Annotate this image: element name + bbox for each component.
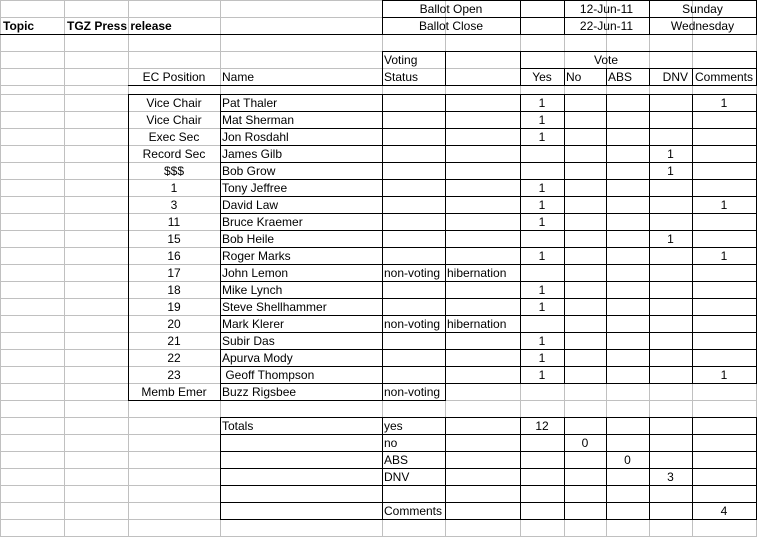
status-cell[interactable]: non-voting <box>384 317 441 331</box>
status-cell[interactable] <box>382 214 445 231</box>
totals-no-label: no <box>384 436 398 450</box>
no-cell[interactable] <box>564 248 606 265</box>
no-cell[interactable] <box>564 299 606 316</box>
totals-comments-label: Comments <box>384 504 443 518</box>
name-cell[interactable]: Geoff Thompson <box>222 368 315 382</box>
comments-cell[interactable] <box>692 282 756 299</box>
name-cell[interactable]: Subir Das <box>222 334 275 348</box>
name-cell[interactable]: Jon Rosdahl <box>222 130 289 144</box>
ec-position-cell[interactable]: Memb Emer <box>141 385 207 399</box>
voting-header: Voting <box>384 53 418 67</box>
totals-dnv-label: DNV <box>384 470 410 484</box>
comments-cell[interactable] <box>692 384 756 401</box>
name-cell[interactable]: John Lemon <box>222 266 289 280</box>
status-note-cell[interactable] <box>445 95 520 112</box>
ballot-close-day: Wednesday <box>670 19 735 33</box>
status-note-cell[interactable] <box>445 248 520 265</box>
status-note-cell[interactable] <box>445 367 520 384</box>
name-cell[interactable]: Mat Sherman <box>222 113 295 127</box>
ec-position-cell[interactable]: 19 <box>167 300 181 314</box>
no-cell[interactable] <box>564 112 606 129</box>
ballot-open-date: 12-Jun-11 <box>579 2 634 16</box>
yes-cell[interactable]: 1 <box>538 181 546 195</box>
yes-cell[interactable]: 1 <box>538 249 546 263</box>
no-cell[interactable] <box>564 197 606 214</box>
no-cell[interactable] <box>564 384 606 401</box>
abs-cell[interactable] <box>606 163 649 180</box>
dnv-cell[interactable] <box>649 265 692 282</box>
ballot-open-label: Ballot Open <box>419 2 483 16</box>
abs-cell[interactable] <box>606 248 649 265</box>
no-cell[interactable] <box>564 350 606 367</box>
comments-header: Comments <box>694 70 753 84</box>
abs-cell[interactable] <box>606 282 649 299</box>
abs-cell[interactable] <box>606 146 649 163</box>
no-cell[interactable] <box>564 333 606 350</box>
yes-cell[interactable] <box>520 265 564 282</box>
name-cell[interactable]: David Law <box>222 198 279 212</box>
topic-label: Topic <box>3 19 35 33</box>
yes-cell[interactable]: 1 <box>538 283 546 297</box>
abs-cell[interactable] <box>606 265 649 282</box>
ec-position-cell[interactable]: Record Sec <box>142 147 206 161</box>
comments-cell[interactable] <box>692 180 756 197</box>
no-cell[interactable] <box>564 129 606 146</box>
status-note-cell[interactable] <box>445 282 520 299</box>
yes-cell[interactable] <box>520 384 564 401</box>
abs-cell[interactable] <box>606 197 649 214</box>
yes-cell[interactable] <box>520 316 564 333</box>
status-cell[interactable] <box>382 163 445 180</box>
name-cell[interactable]: Apurva Mody <box>222 351 293 365</box>
name-cell[interactable]: Tony Jeffree <box>222 181 288 195</box>
abs-cell[interactable] <box>606 214 649 231</box>
ballot-open-day: Sunday <box>682 2 723 16</box>
no-cell[interactable] <box>564 367 606 384</box>
yes-cell[interactable]: 1 <box>538 215 546 229</box>
status-cell[interactable]: non-voting <box>384 385 441 399</box>
abs-cell[interactable] <box>606 129 649 146</box>
status-cell[interactable] <box>382 129 445 146</box>
status-note-cell[interactable]: hibernation <box>447 317 507 331</box>
ec-position-cell[interactable]: 15 <box>167 232 181 246</box>
status-note-cell[interactable] <box>445 146 520 163</box>
name-cell[interactable]: Bob Heile <box>222 232 275 246</box>
abs-cell[interactable] <box>606 350 649 367</box>
no-cell[interactable] <box>564 214 606 231</box>
vote-header: Vote <box>593 53 619 67</box>
ec-position-cell[interactable]: 17 <box>167 266 181 280</box>
status-note-cell[interactable] <box>445 112 520 129</box>
ec-position-cell[interactable]: 21 <box>167 334 181 348</box>
comments-cell[interactable]: 1 <box>720 198 728 212</box>
abs-cell[interactable] <box>606 231 649 248</box>
status-note-cell[interactable] <box>445 214 520 231</box>
abs-cell[interactable] <box>606 180 649 197</box>
comments-cell[interactable]: 1 <box>720 368 728 382</box>
dnv-cell[interactable] <box>649 129 692 146</box>
dnv-cell[interactable] <box>649 95 692 112</box>
ballot-close-label: Ballot Close <box>418 19 484 33</box>
name-header: Name <box>222 70 255 84</box>
yes-cell[interactable]: 1 <box>538 198 546 212</box>
abs-cell[interactable] <box>606 384 649 401</box>
ec-position-cell[interactable]: $$$ <box>163 164 185 178</box>
ec-position-header: EC Position <box>142 70 206 84</box>
dnv-cell[interactable]: 1 <box>667 164 674 178</box>
no-cell[interactable] <box>564 180 606 197</box>
no-cell[interactable] <box>564 163 606 180</box>
status-header: Status <box>384 70 419 84</box>
status-note-cell[interactable] <box>445 299 520 316</box>
ec-position-cell[interactable]: Vice Chair <box>146 96 202 110</box>
no-cell[interactable] <box>564 282 606 299</box>
dnv-cell[interactable] <box>649 282 692 299</box>
yes-cell[interactable] <box>520 163 564 180</box>
status-note-cell[interactable] <box>445 197 520 214</box>
dnv-cell[interactable] <box>649 214 692 231</box>
comments-cell[interactable]: 1 <box>720 96 728 110</box>
dnv-cell[interactable] <box>649 197 692 214</box>
totals-label: Totals <box>222 419 254 433</box>
no-cell[interactable] <box>564 231 606 248</box>
no-cell[interactable] <box>564 316 606 333</box>
comments-cell[interactable] <box>692 265 756 282</box>
status-cell[interactable] <box>382 333 445 350</box>
yes-cell[interactable]: 1 <box>538 334 546 348</box>
status-note-cell[interactable] <box>445 231 520 248</box>
status-cell[interactable]: non-voting <box>384 266 441 280</box>
no-cell[interactable] <box>564 265 606 282</box>
abs-cell[interactable] <box>606 299 649 316</box>
status-cell[interactable] <box>382 146 445 163</box>
name-cell[interactable]: Mike Lynch <box>222 283 283 297</box>
totals-yes-value: 12 <box>535 419 549 433</box>
status-cell[interactable] <box>382 231 445 248</box>
name-cell[interactable]: Bob Grow <box>222 164 276 178</box>
yes-cell[interactable]: 1 <box>538 113 546 127</box>
status-cell[interactable] <box>382 299 445 316</box>
status-note-cell[interactable] <box>445 129 520 146</box>
status-cell[interactable] <box>382 95 445 112</box>
comments-cell[interactable] <box>692 299 756 316</box>
ec-position-cell[interactable]: 1 <box>170 181 178 195</box>
ec-position-cell[interactable]: 22 <box>167 351 181 365</box>
dnv-cell[interactable] <box>649 299 692 316</box>
yes-cell[interactable]: 1 <box>538 96 546 110</box>
abs-cell[interactable] <box>606 95 649 112</box>
dnv-header: DNV <box>662 70 688 84</box>
name-cell[interactable]: Roger Marks <box>222 249 291 263</box>
no-cell[interactable] <box>564 146 606 163</box>
status-note-cell[interactable]: hibernation <box>447 266 507 280</box>
status-cell[interactable] <box>382 367 445 384</box>
ec-position-cell[interactable]: 20 <box>167 317 181 331</box>
yes-cell[interactable]: 1 <box>538 368 546 382</box>
ec-position-cell[interactable]: 23 <box>167 368 181 382</box>
yes-cell[interactable]: 1 <box>538 300 546 314</box>
dnv-cell[interactable]: 1 <box>667 147 674 161</box>
topic-value: TGZ Press release <box>67 19 172 33</box>
abs-header: ABS <box>608 70 633 84</box>
yes-header: Yes <box>532 70 552 84</box>
status-note-cell[interactable] <box>445 163 520 180</box>
ec-position-cell[interactable]: 11 <box>167 215 181 229</box>
totals-no-value: 0 <box>581 436 589 450</box>
status-note-cell[interactable] <box>445 384 520 401</box>
no-cell[interactable] <box>564 95 606 112</box>
dnv-cell[interactable] <box>649 367 692 384</box>
comments-cell[interactable] <box>692 231 756 248</box>
comments-cell[interactable] <box>692 214 756 231</box>
ec-position-cell[interactable]: Exec Sec <box>148 130 200 144</box>
yes-cell[interactable]: 1 <box>538 130 546 144</box>
comments-cell[interactable] <box>692 129 756 146</box>
totals-abs-label: ABS <box>384 453 409 467</box>
comments-cell[interactable] <box>692 316 756 333</box>
name-cell[interactable]: James Gilb <box>222 147 283 161</box>
yes-cell[interactable] <box>520 146 564 163</box>
dnv-cell[interactable] <box>649 180 692 197</box>
dnv-cell[interactable]: 1 <box>667 232 674 246</box>
abs-cell[interactable] <box>606 316 649 333</box>
totals-abs-value: 0 <box>624 453 631 467</box>
status-cell[interactable] <box>382 180 445 197</box>
name-cell[interactable]: Mark Klerer <box>222 317 285 331</box>
abs-cell[interactable] <box>606 367 649 384</box>
name-cell[interactable]: Pat Thaler <box>222 96 278 110</box>
yes-cell[interactable]: 1 <box>538 351 546 365</box>
yes-cell[interactable] <box>520 231 564 248</box>
status-cell[interactable] <box>382 112 445 129</box>
abs-cell[interactable] <box>606 333 649 350</box>
status-note-cell[interactable] <box>445 180 520 197</box>
status-cell[interactable] <box>382 248 445 265</box>
dnv-cell[interactable] <box>649 316 692 333</box>
status-cell[interactable] <box>382 350 445 367</box>
ec-position-cell[interactable]: 18 <box>167 283 181 297</box>
dnv-cell[interactable] <box>649 384 692 401</box>
ec-position-cell[interactable]: 3 <box>170 198 178 212</box>
totals-yes-label: yes <box>384 419 403 433</box>
comments-cell[interactable]: 1 <box>720 249 728 263</box>
dnv-cell[interactable] <box>649 350 692 367</box>
status-note-cell[interactable] <box>445 333 520 350</box>
status-note-cell[interactable] <box>445 350 520 367</box>
no-header: No <box>566 70 582 84</box>
comments-cell[interactable] <box>692 333 756 350</box>
ballot-close-date: 22-Jun-11 <box>579 19 634 33</box>
name-cell[interactable]: Steve Shellhammer <box>222 300 327 314</box>
totals-comments-value: 4 <box>720 504 728 518</box>
dnv-cell[interactable] <box>649 112 692 129</box>
comments-cell[interactable] <box>692 112 756 129</box>
totals-dnv-value: 3 <box>667 470 674 484</box>
ec-position-cell[interactable]: 16 <box>167 249 181 263</box>
dnv-cell[interactable] <box>649 248 692 265</box>
comments-cell[interactable] <box>692 146 756 163</box>
status-cell[interactable] <box>382 282 445 299</box>
name-cell[interactable]: Bruce Kraemer <box>222 215 303 229</box>
comments-cell[interactable] <box>692 163 756 180</box>
dnv-cell[interactable] <box>649 333 692 350</box>
ec-position-cell[interactable]: Vice Chair <box>146 113 202 127</box>
comments-cell[interactable] <box>692 350 756 367</box>
status-cell[interactable] <box>382 197 445 214</box>
name-cell[interactable]: Buzz Rigsbee <box>222 385 297 399</box>
abs-cell[interactable] <box>606 112 649 129</box>
